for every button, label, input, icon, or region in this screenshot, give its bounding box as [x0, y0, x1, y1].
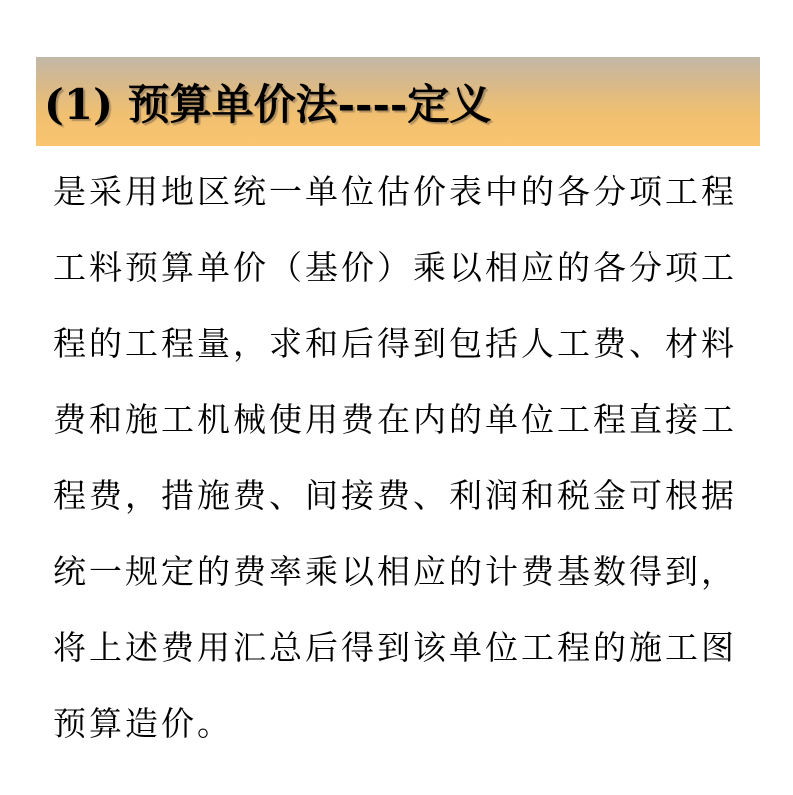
paragraph-line: 程费，措施费、间接费、利润和税金可根据 — [53, 476, 737, 515]
paragraph-line: 费和施工机械使用费在内的单位工程直接工 — [53, 400, 737, 439]
paragraph-line: 程的工程量，求和后得到包括人工费、材料 — [53, 324, 737, 363]
paragraph-line: 统一规定的费率乘以相应的计费基数得到， — [53, 552, 737, 591]
paragraph-line: 是采用地区统一单位估价表中的各分项工程 — [53, 172, 737, 211]
paragraph-line: 工料预算单价（基价）乘以相应的各分项工 — [53, 248, 737, 287]
definition-paragraph — [53, 162, 743, 770]
title-bar — [36, 57, 760, 146]
paragraph-line: 将上述费用汇总后得到该单位工程的施工图 — [53, 628, 737, 667]
paragraph-line: 预算造价。 — [53, 704, 233, 743]
slide-title: (1) 预算单价法----定义 — [44, 80, 492, 129]
